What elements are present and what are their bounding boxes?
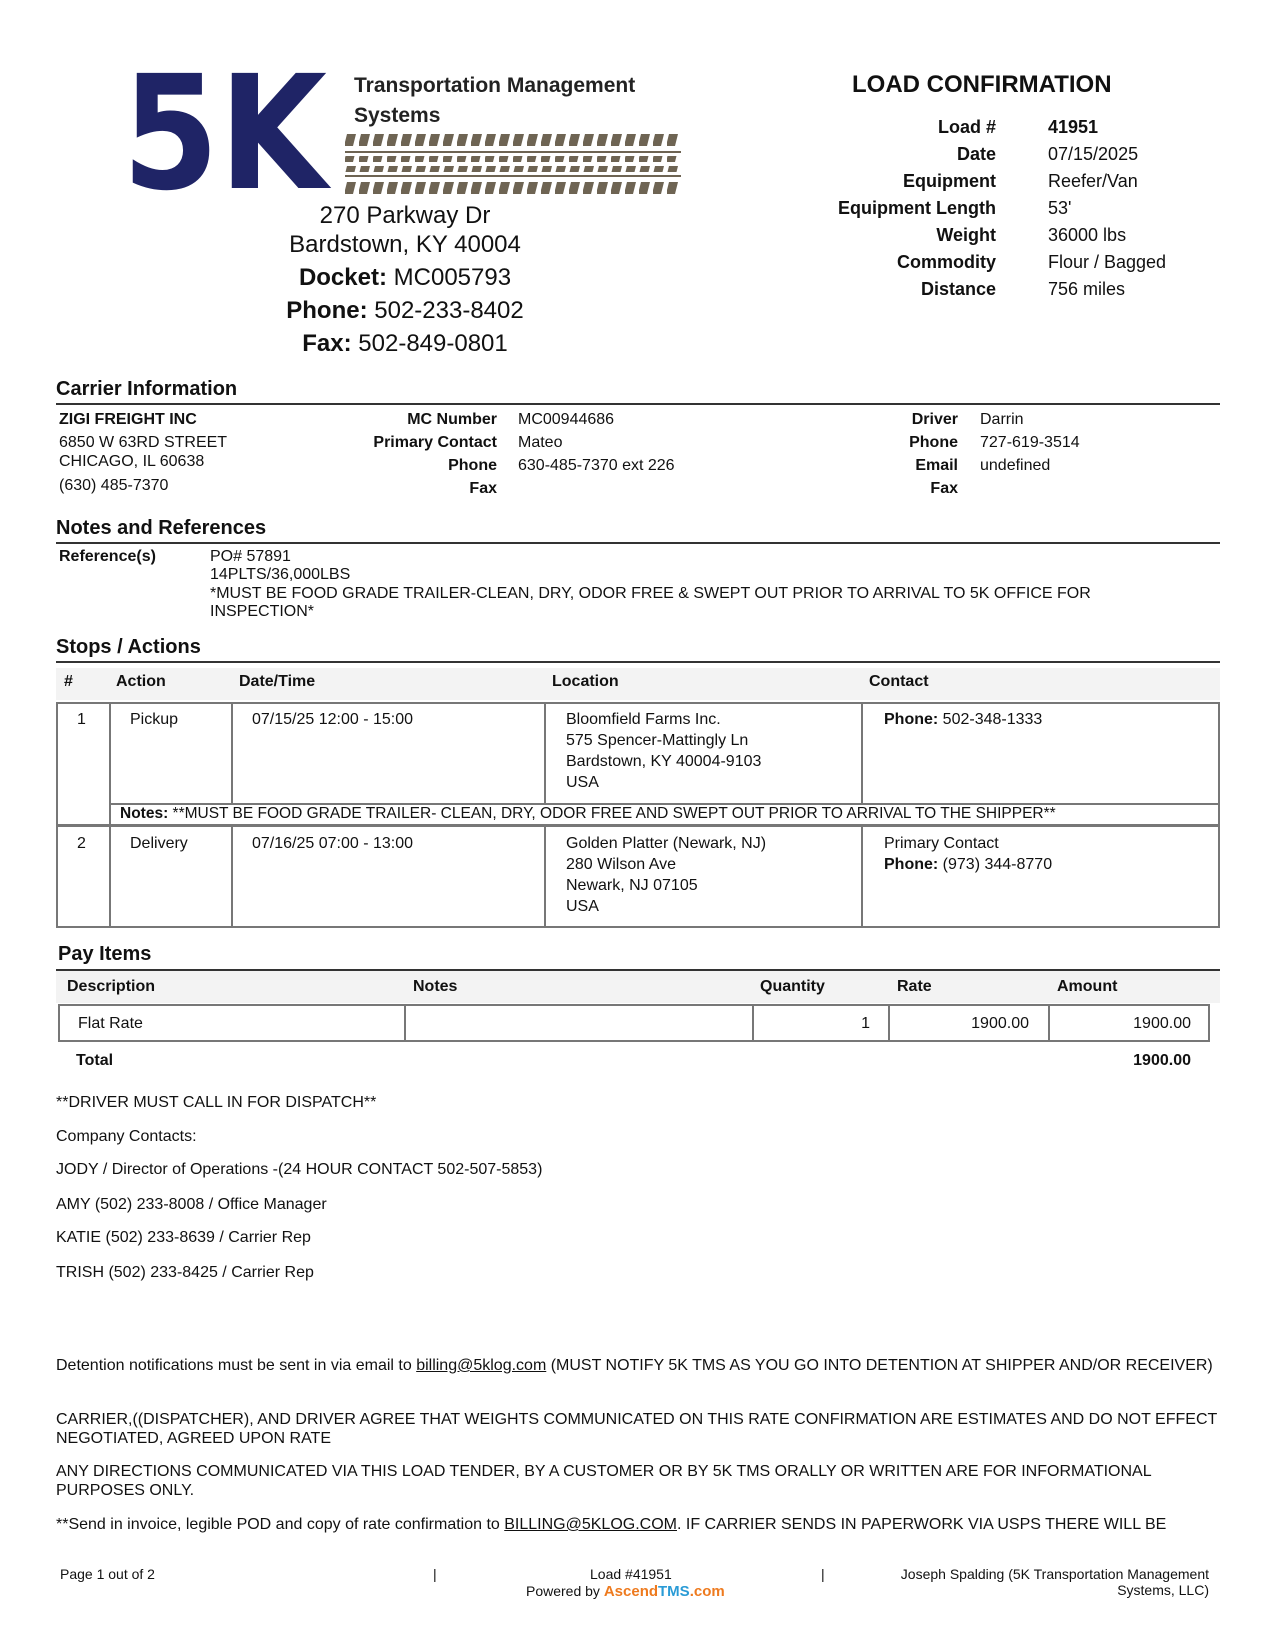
driver-email-label: Email <box>915 457 958 474</box>
stop-2-action: Delivery <box>130 835 188 852</box>
company-contacts-heading: Company Contacts: <box>56 1128 197 1145</box>
carrier-name: ZIGI FREIGHT INC <box>59 411 197 428</box>
reference-trailer-note-cont: INSPECTION* <box>210 603 315 620</box>
stop-1-location-city: Bardstown, KY 40004-9103 <box>566 753 762 770</box>
fax-label: Fax: <box>302 330 352 357</box>
footer-separator-1: | <box>433 1566 437 1582</box>
stops-col-contact: Contact <box>869 673 929 690</box>
footer-author <box>901 1566 1209 1598</box>
pay-section-heading: Pay Items <box>58 943 152 965</box>
pay-col-notes: Notes <box>413 978 458 995</box>
pay-col-rate: Rate <box>897 978 932 995</box>
mc-number-label: MC Number <box>407 411 497 428</box>
billing-email-link-caps[interactable]: BILLING@5KLOG.COM <box>504 1516 677 1533</box>
carrier-street: 6850 W 63RD STREET <box>59 434 228 451</box>
dispatch-instruction: **DRIVER MUST CALL IN FOR DISPATCH** <box>56 1094 377 1111</box>
driver-label: Driver <box>911 411 958 428</box>
driver-value: Darrin <box>980 411 1024 428</box>
footer-author-line-1: Joseph Spalding (5K Transportation Management <box>900 1566 1209 1582</box>
load-number-label: Load # <box>937 117 996 137</box>
notes-section-heading: Notes and References <box>56 517 1220 544</box>
invoice-text-end: . IF CARRIER SENDS IN PAPERWORK VIA USPS THERE WILL BE <box>676 1516 1167 1533</box>
stop-1-notes-label: Notes: <box>120 805 169 822</box>
stops-section-heading: Stops / Actions <box>56 636 1220 663</box>
pay-col-amount: Amount <box>1057 978 1118 995</box>
stop-1-phone-value: 502-348-1333 <box>942 711 1043 728</box>
stop-1-contact <box>884 709 1042 730</box>
stop-1-notes-text: **MUST BE FOOD GRADE TRAILER- CLEAN, DRY, ODOR FREE AND SWEPT OUT PRIOR TO ARRIVAL TO THE SHIPPER** <box>172 805 1056 822</box>
stop-1-location-name: Bloomfield Farms Inc. <box>566 711 721 728</box>
stop-2-datetime: 07/16/25 07:00 - 13:00 <box>252 835 414 852</box>
stop-2-location-city: Newark, NJ 07105 <box>566 877 698 894</box>
logo-line-1: Transportation Management <box>354 74 636 97</box>
stops-col-datetime: Date/Time <box>239 673 316 690</box>
pay-amount: 1900.00 <box>1133 1015 1191 1032</box>
stop-1-num: 1 <box>77 711 86 728</box>
weights-notice: CARRIER,((DISPATCHER), AND DRIVER AGREE THAT WEIGHTS COMMUNICATED ON THIS RATE CONFIRMATION ARE ESTIMATES AND DO NOT EFFECT NEGOTIATED, AGREED UPON RATE <box>56 1411 1217 1447</box>
weight-value: 36000 lbs <box>1048 225 1127 245</box>
contact-phone-label: Phone <box>448 457 497 474</box>
invoice-text-start: **Send in invoice, legible POD and copy of rate confirmation to <box>56 1516 505 1533</box>
contact-jody: JODY / Director of Operations -(24 HOUR CONTACT 502-507-5853) <box>56 1161 543 1178</box>
powered-by-label: Powered by <box>526 1583 600 1599</box>
date-value: 07/15/2025 <box>1048 144 1139 164</box>
ascend-brand: Ascend <box>603 1583 659 1600</box>
reference-trailer-note: *MUST BE FOOD GRADE TRAILER-CLEAN, DRY, ODOR FREE & SWEPT OUT PRIOR TO ARRIVAL TO 5K OFFICE FOR <box>210 585 1091 602</box>
stops-col-action: Action <box>116 673 166 690</box>
carrier-city: CHICAGO, IL 60638 <box>59 453 205 470</box>
logo-5k-text: 5K <box>122 42 332 226</box>
pay-col-description: Description <box>67 978 156 995</box>
stop-2-location-street: 280 Wilson Ave <box>566 856 676 873</box>
fax-value: 502-849-0801 <box>358 330 508 357</box>
company-docket <box>180 264 630 292</box>
tms-brand: TMS <box>658 1583 690 1600</box>
detention-text-end: (MUST NOTIFY 5K TMS AS YOU GO INTO DETENTION AT SHIPPER AND/OR RECEIVER) <box>546 1357 1213 1374</box>
load-number-value: 41951 <box>1048 117 1099 137</box>
company-fax <box>180 330 630 358</box>
primary-contact-label: Primary Contact <box>373 434 497 451</box>
stop-2-location-name: Golden Platter (Newark, NJ) <box>566 835 767 852</box>
stop-1-phone-label: Phone: <box>884 711 939 728</box>
equipment-length-value: 53' <box>1048 198 1072 218</box>
contact-fax-label: Fax <box>469 480 497 497</box>
primary-contact-value: Mateo <box>518 434 563 451</box>
contact-amy: AMY (502) 233-8008 / Office Manager <box>56 1196 327 1213</box>
driver-fax-label: Fax <box>930 480 958 497</box>
commodity-label: Commodity <box>897 252 996 272</box>
stop-2-num: 2 <box>77 835 86 852</box>
invoice-notice <box>56 1515 1221 1534</box>
carrier-section-heading: Carrier Information <box>56 378 1220 405</box>
equipment-label: Equipment <box>903 171 996 191</box>
detention-notice <box>56 1356 1221 1375</box>
stop-1-datetime: 07/15/25 12:00 - 15:00 <box>252 711 414 728</box>
contact-phone-value: 630-485-7370 ext 226 <box>518 457 675 474</box>
company-logo <box>122 42 332 226</box>
logo-line-2: Systems <box>354 104 441 127</box>
company-street: 270 Parkway Dr <box>319 202 491 229</box>
pay-rate: 1900.00 <box>971 1015 1029 1032</box>
date-label: Date <box>956 144 996 164</box>
reference-pallets: 14PLTS/36,000LBS <box>210 566 351 583</box>
stops-col-num: # <box>64 673 73 690</box>
driver-email-value: undefined <box>980 457 1051 474</box>
stop-2-contact-name: Primary Contact <box>884 835 999 852</box>
document-title: LOAD CONFIRMATION <box>852 71 1112 98</box>
stop-2-contact <box>884 854 1052 875</box>
commodity-value: Flour / Bagged <box>1048 252 1167 272</box>
detention-text-start: Detention notifications must be sent in via email to <box>56 1357 417 1374</box>
reference-po: PO# 57891 <box>210 548 291 565</box>
pay-total-value: 1900.00 <box>1133 1052 1191 1069</box>
stop-1-action: Pickup <box>130 711 179 728</box>
equipment-length-label: Equipment Length <box>838 198 996 218</box>
driver-phone-value: 727-619-3514 <box>980 434 1080 451</box>
pay-quantity: 1 <box>861 1015 870 1032</box>
stop-1-notes <box>120 803 1056 824</box>
footer-load-number: Load #41951 <box>590 1566 672 1582</box>
mc-number-value: MC00944686 <box>518 411 615 428</box>
billing-email-link[interactable]: billing@5klog.com <box>416 1357 547 1374</box>
stop-2-phone-label: Phone: <box>884 856 939 873</box>
stop-2-phone-value: (973) 344-8770 <box>942 856 1053 873</box>
footer-separator-2: | <box>821 1566 825 1582</box>
stop-1-location-street: 575 Spencer-Mattingly Ln <box>566 732 749 749</box>
footer-page-number: Page 1 out of 2 <box>60 1566 155 1582</box>
pay-header-row <box>56 969 1220 1003</box>
distance-value: 756 miles <box>1048 279 1126 299</box>
tire-tread-graphic <box>345 132 681 196</box>
contact-trish: TRISH (502) 233-8425 / Carrier Rep <box>56 1264 314 1281</box>
references-label: Reference(s) <box>59 548 156 565</box>
stops-col-location: Location <box>552 673 619 690</box>
stops-header-row <box>56 668 1220 700</box>
pay-total-label: Total <box>76 1052 114 1069</box>
contact-katie: KATIE (502) 233-8639 / Carrier Rep <box>56 1229 311 1246</box>
company-phone <box>180 297 630 325</box>
company-city: Bardstown, KY 40004 <box>289 231 521 258</box>
pay-description: Flat Rate <box>78 1015 143 1032</box>
pay-notes-cell <box>404 1004 754 1042</box>
carrier-phone: (630) 485-7370 <box>59 477 169 494</box>
pay-col-quantity: Quantity <box>760 978 825 995</box>
stop-1-location-country: USA <box>566 774 599 791</box>
docket-label: Docket: <box>298 264 387 291</box>
docket-value: MC005793 <box>393 264 512 291</box>
equipment-value: Reefer/Van <box>1048 171 1138 191</box>
footer-powered-by <box>526 1583 725 1600</box>
stop-2-location-country: USA <box>566 898 599 915</box>
directions-notice: ANY DIRECTIONS COMMUNICATED VIA THIS LOAD TENDER, BY A CUSTOMER OR BY 5K TMS ORALLY OR WRITTEN ARE FOR INFORMATIONAL PURPOSES ONLY. <box>56 1463 1152 1499</box>
phone-value: 502-233-8402 <box>374 297 524 324</box>
phone-label: Phone: <box>286 297 368 324</box>
com-brand: .com <box>689 1583 725 1600</box>
distance-label: Distance <box>920 279 996 299</box>
footer-author-line-2: Systems, LLC) <box>1117 1582 1209 1598</box>
driver-phone-label: Phone <box>909 434 958 451</box>
weight-label: Weight <box>936 225 996 245</box>
